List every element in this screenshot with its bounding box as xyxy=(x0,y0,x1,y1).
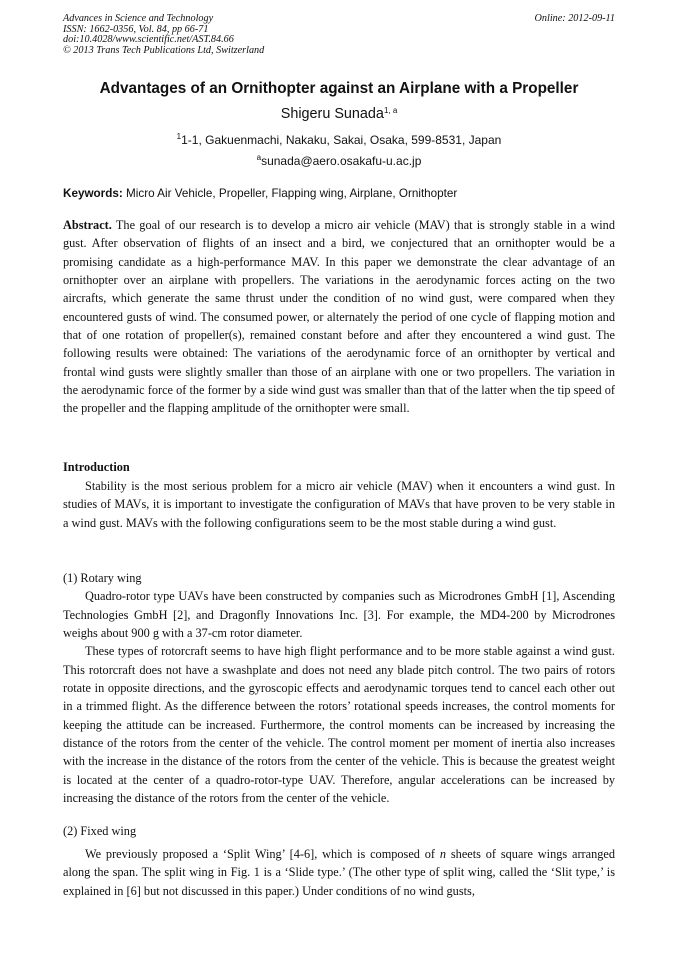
fixed-wing-text-a: We previously proposed a ‘Split Wing’ [4-6], which is composed of xyxy=(85,847,436,861)
introduction-section xyxy=(63,477,615,532)
doi-line: doi:10.4028/www.scientific.net/AST.84.66 xyxy=(63,34,234,46)
abstract xyxy=(63,216,615,418)
introduction-paragraph: Stability is the most serious problem for a micro air vehicle (MAV) when it encounters a wind gust. In studies of MAVs, it is important to investigate the configuration of MAVs that have proven to be very stable in a wind gust. MAVs with the following configurations seem to be the most stable during a wind gust. xyxy=(63,479,615,530)
copyright-line: © 2013 Trans Tech Publications Ltd, Switzerland xyxy=(63,44,265,56)
rotary-wing-heading: (1) Rotary wing xyxy=(63,571,142,585)
abstract-label: Abstract. xyxy=(63,218,112,232)
author-name: Shigeru Sunada xyxy=(280,106,384,122)
issn-line: ISSN: 1662-0356, Vol. 84, pp 66-71 xyxy=(63,23,209,35)
author-superscript: 1, a xyxy=(383,106,398,115)
email-text: sunada@aero.osakafu-u.ac.jp xyxy=(261,154,422,168)
rotary-wing-paragraph-2: These types of rotorcraft seems to have high flight performance and to be more stable against a wind gust. This rotorcraft does not have a swashplate and does not need any blade pitch control. The two pairs of rotors rotate in opposite directions, and the gyroscopic effects and aerodynamic torques tend to cancel each other out in a trimmed flight. As the difference between the rotors’ rotational speeds increases, the control moments for keeping the attitude can be increased. Furthermore, the control moments can be increased by increasing the distance of the rotors from the center of the vehicle. The control moment per moment of inertia also increases with the increase in the distance of the rotors from the center of the vehicle. This is because the greatest weight is located at the center of a quadro-rotor-type UAV. Therefore, angular accelerations can be increased by increasing the distance of the rotors from the center of the vehicle. xyxy=(63,644,615,806)
abstract-text: The goal of our research is to develop a micro air vehicle (MAV) that is strongly stable in a wind gust. After observation of flights of an insect and a bird, we conjectured that an ornithopter would be a promising candidate as a high-performance MAV. In this paper we demonstrate the clear advantage of an ornithopter over an airplane with propellers. The variations in the aerodynamic forces acting on the two aircrafts, which generate the same thrust under the condition of no wind gust, were compared when they encountered gusts of wind. The consumed power, or alternately the period of one cycle of flapping motion and that of one rotation of propeller(s), remained constant before and after they encountered a wind gust. The following results were obtained: The variations of the aerodynamic force of an ornithopter by vertical and frontal wind gusts were slightly smaller than those of an airplane with one or two propellers. The variation in the aerodynamic force of the former by a side wind gust was smaller than that of the latter when the tip speed of the propeller and the flapping amplitude of the ornithopter were small. xyxy=(63,218,615,416)
keywords-label: Keywords: xyxy=(63,187,123,200)
affiliation xyxy=(40,133,638,147)
fixed-wing-text-b: sheets of square wings arranged along the span. The split wing in Fig. 1 is a ‘Slide type.’ (The other type of split wing, called the ‘Slit type,’ is explained in [6] but not discussed in this paper.) Under conditions of no wind gusts, xyxy=(63,847,616,898)
online-date: Online: 2012-09-11 xyxy=(534,13,615,24)
journal-name: Advances in Science and Technology xyxy=(63,13,214,24)
email-superscript: a xyxy=(256,153,262,162)
running-header xyxy=(63,14,615,56)
variable-n: n xyxy=(439,847,447,861)
fixed-wing-paragraph xyxy=(63,845,615,900)
affiliation-superscript: 1 xyxy=(176,132,182,141)
rotary-wing-paragraph-1: Quadro-rotor type UAVs have been constructed by companies such as Microdrones GmbH [1], Ascending Technologies GmbH [2], and Dragonfly Innovations Inc. [3]. For example, the MD4-200 by Microdrones weighs about 900 g with a 37-cm rotor diameter. xyxy=(63,589,615,641)
keywords xyxy=(63,187,615,200)
author-email xyxy=(40,154,638,168)
fixed-wing-section xyxy=(63,845,615,900)
fixed-wing-heading: (2) Fixed wing xyxy=(63,824,137,838)
introduction-heading: Introduction xyxy=(63,460,130,474)
paper-title: Advantages of an Ornithopter against an Airplane with a Propeller xyxy=(99,80,579,97)
keywords-text: Micro Air Vehicle, Propeller, Flapping wing, Airplane, Ornithopter xyxy=(126,187,458,200)
author-line xyxy=(40,106,638,122)
affiliation-text: 1-1, Gakuenmachi, Nakaku, Sakai, Osaka, 599-8531, Japan xyxy=(181,133,502,147)
rotary-wing-section xyxy=(63,569,615,807)
